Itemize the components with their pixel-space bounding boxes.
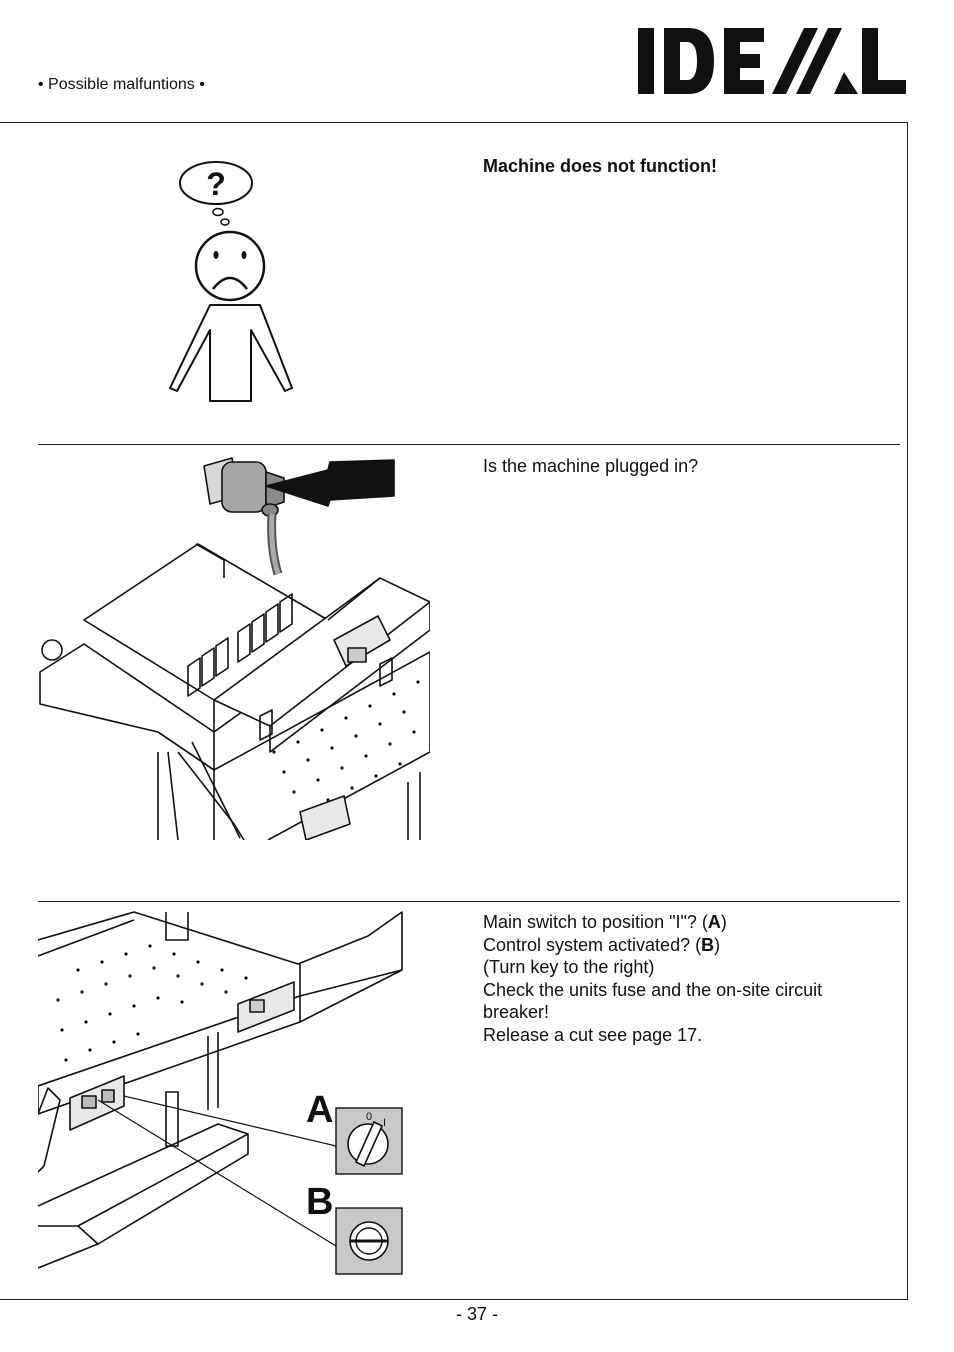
instruction-text: Main switch to position "I"? ( [483,912,708,932]
page-number: - 37 - [455,1304,498,1324]
instruction-line: Release a cut see page 17. [483,1024,703,1045]
ideal-logo [636,26,908,101]
instruction-text: ) [720,912,727,932]
machine-plug-graphic [38,452,430,840]
section-divider [38,901,900,902]
instruction-ref: B [701,934,715,955]
instruction-line [483,911,883,934]
frame-bottom-rule [0,1299,908,1300]
switch-label-a: A [306,1089,334,1131]
confused-person-illustration [160,155,310,415]
switch-instructions [483,911,883,1046]
ideal-logo-graphic [636,26,908,96]
instruction-text: ) [714,934,721,955]
plug-check-text: Is the machine plugged in? [483,456,699,476]
section-title: • Possible malfuntions • [38,76,205,93]
switch-off-mark: 0 [366,1111,373,1123]
frame-top-rule [0,122,908,123]
switch-on-mark: I [383,1117,387,1129]
instruction-line: Check the units fuse and the on-site circuit breaker! [483,979,823,1022]
frame-right-rule [907,122,908,1300]
thought-symbol: ? [206,166,226,202]
instruction-line: (Turn key to the right) [483,957,655,977]
machine-plug-illustration [38,452,430,845]
section-divider [38,444,900,445]
section-heading: Machine does not function! [483,156,717,176]
switch-location-illustration [38,910,408,1285]
instruction-ref: A [707,912,721,932]
switch-location-graphic [38,910,408,1280]
instruction-text: Control system activated? ( [483,934,702,955]
confused-person-graphic [160,155,310,410]
key-label-b: B [306,1181,334,1223]
instruction-line [483,934,883,957]
